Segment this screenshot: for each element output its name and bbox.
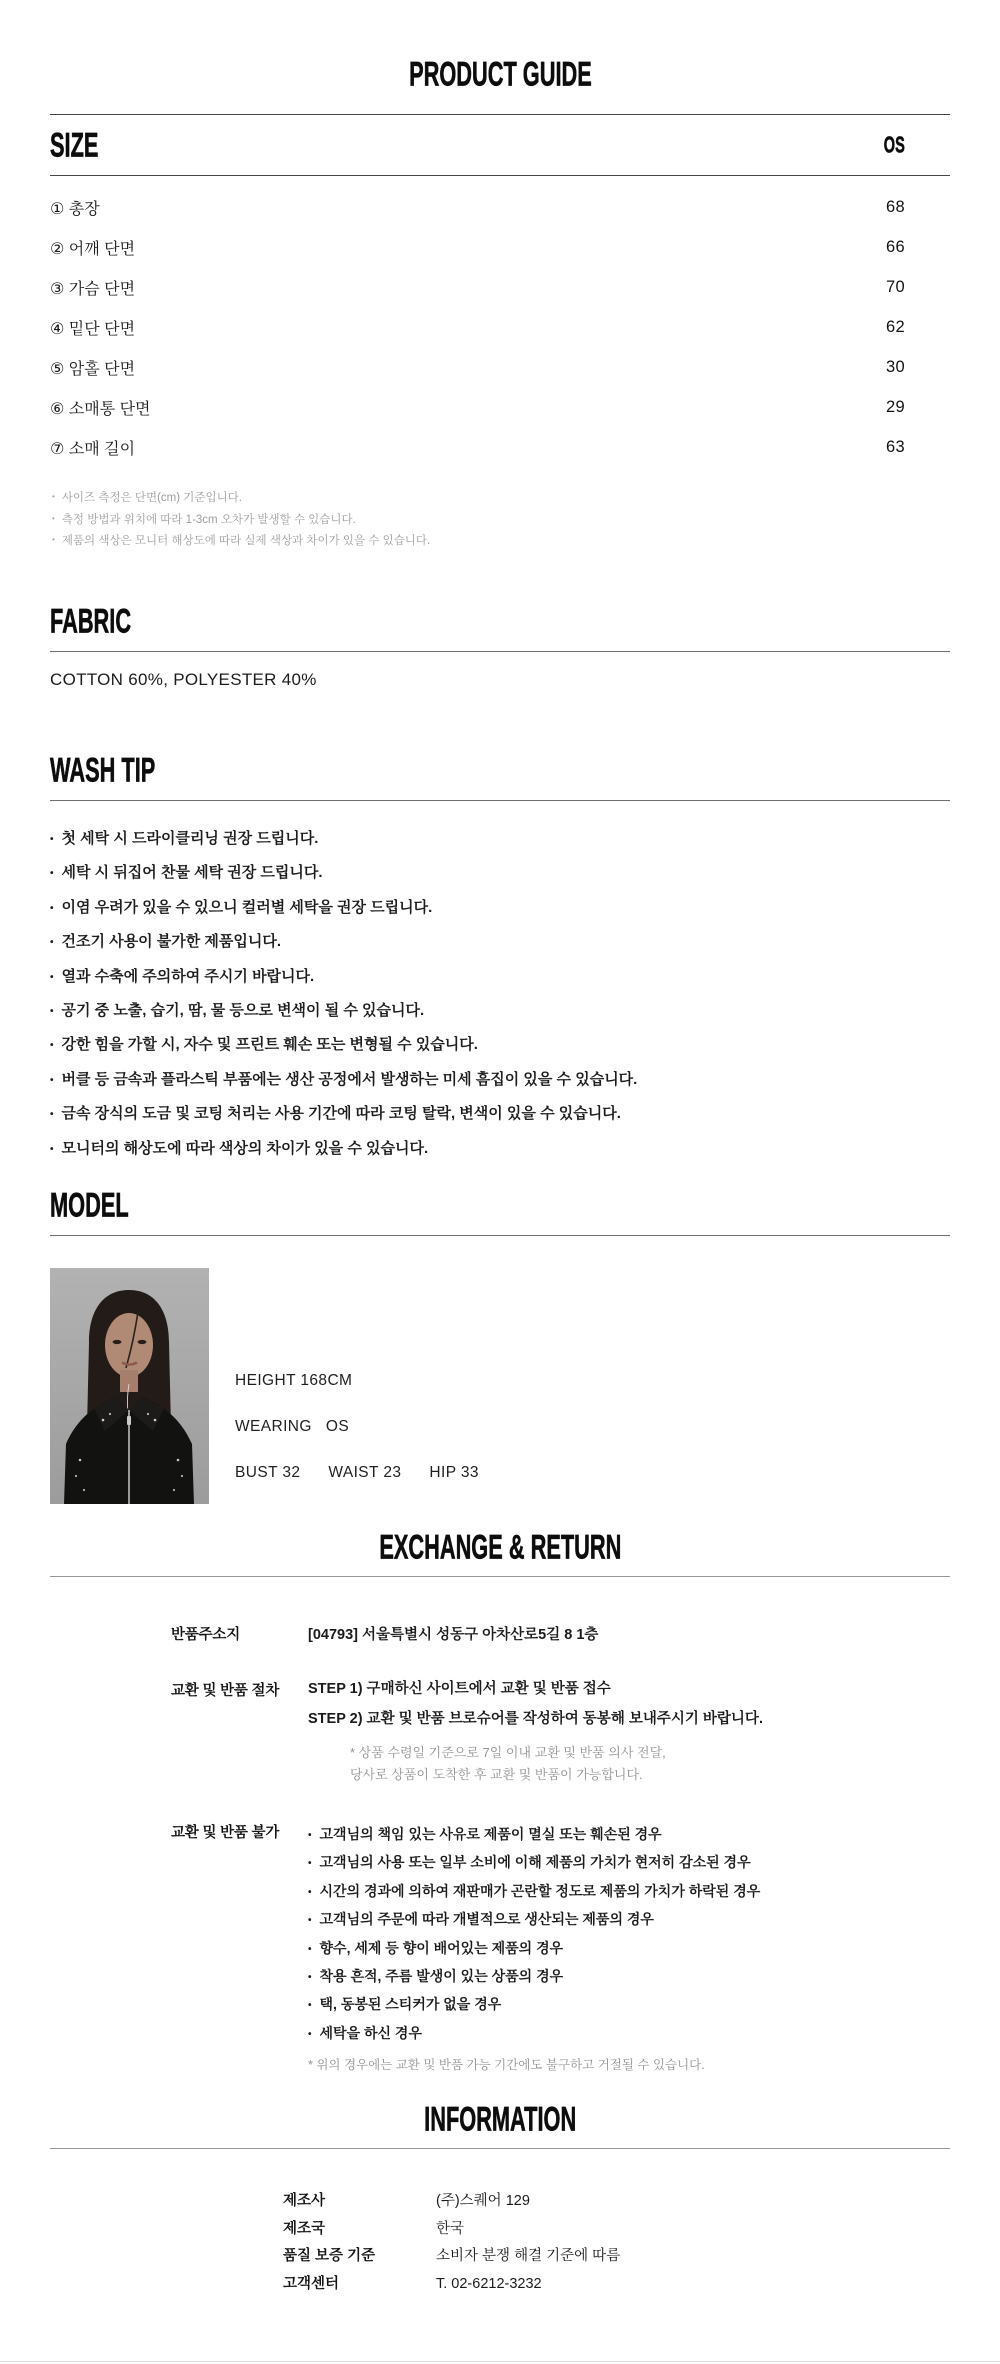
fabric-section	[50, 601, 950, 690]
model-wearing	[235, 1418, 479, 1436]
restriction-item: • 시간의 경과에 의하여 재판매가 곤란할 정도로 제품의 가치가 하락된 경우	[308, 1878, 950, 1906]
return-address-value: [04793] 서울특별시 성동구 아차산로5길 8 1층	[308, 1627, 599, 1643]
size-row-value: 68	[886, 197, 905, 216]
restriction-item: • 고객님의 책임 있는 사유로 제품이 멸실 또는 훼손된 경우	[308, 1821, 950, 1849]
info-row-value: (주)스퀘어 129	[436, 2193, 530, 2209]
restriction-row	[50, 1821, 950, 2073]
info-row	[50, 2247, 950, 2265]
procedure-note: * 상품 수령일 기준으로 7일 이내 교환 및 반품 의사 전달,	[350, 1745, 666, 1760]
size-row-label: ② 어깨 단면	[50, 240, 136, 258]
wash-tip-item: • 열과 수축에 주의하여 주시기 바랍니다.	[50, 960, 950, 994]
wash-tip-section	[50, 750, 950, 1166]
size-row-value: 30	[886, 357, 905, 376]
size-row	[50, 227, 950, 267]
return-address-row	[50, 1623, 950, 1644]
size-row-value: 63	[886, 437, 905, 456]
wash-tip-item: • 버클 등 금속과 플라스틱 부품에는 생산 공정에서 발생하는 미세 흠집이 있을 수 있습니다.	[50, 1063, 950, 1097]
restriction-note: * 위의 경우에는 교환 및 반품 가능 기간에도 불구하고 거절될 수 있습니다.	[308, 2058, 705, 2073]
size-row	[50, 347, 950, 387]
info-row	[50, 2275, 950, 2293]
size-row-label: ① 총장	[50, 200, 100, 218]
size-row-value: 66	[886, 237, 905, 256]
size-row	[50, 187, 950, 227]
info-row-label: 품질 보증 기준	[283, 2248, 376, 2264]
size-note: • 측정 방법과 위치에 따라 1-3cm 오차가 발생할 수 있습니다.	[52, 509, 430, 531]
model-wearing-label: WEARING	[235, 1418, 312, 1435]
info-row-value: T. 02-6212-3232	[436, 2275, 542, 2292]
size-table-body	[50, 176, 950, 467]
exchange-rule	[50, 1576, 950, 1577]
fabric-composition: COTTON 60%, POLYESTER 40%	[50, 670, 317, 689]
page-bottom-divider	[0, 2361, 1000, 2362]
size-row	[50, 267, 950, 307]
information-rule	[50, 2148, 950, 2149]
wash-tip-item: • 건조기 사용이 불가한 제품입니다.	[50, 925, 950, 959]
info-row-value: 한국	[436, 2220, 465, 2237]
fabric-heading: FABRIC	[50, 601, 132, 640]
model-measurements	[235, 1464, 479, 1482]
size-row-label: ④ 밑단 단면	[50, 320, 136, 338]
size-row-label: ⑥ 소매통 단면	[50, 400, 151, 418]
size-note: • 사이즈 측정은 단면(cm) 기준입니다.	[52, 487, 430, 509]
size-row	[50, 427, 950, 467]
info-row-label: 제조국	[283, 2220, 326, 2237]
page-title: PRODUCT GUIDE	[408, 54, 592, 93]
size-row-label: ③ 가슴 단면	[50, 280, 136, 298]
wash-tip-item: • 첫 세탁 시 드라이클리닝 권장 드립니다.	[50, 822, 950, 856]
exchange-return-section	[50, 1528, 950, 2073]
size-row	[50, 387, 950, 427]
restriction-item: • 향수, 세제 등 향이 배어있는 제품의 경우	[308, 1935, 950, 1963]
size-row-value: 29	[886, 397, 905, 416]
size-table-header	[50, 114, 950, 176]
model-height: HEIGHT 168CM	[235, 1372, 353, 1389]
size-column-header: OS	[884, 131, 905, 158]
model-hip: HIP 33	[429, 1464, 479, 1481]
wash-tip-item: • 강한 힘을 가할 시, 자수 및 프린트 훼손 또는 변형될 수 있습니다.	[50, 1028, 950, 1062]
wash-heading: WASH TIP	[50, 750, 156, 789]
size-heading: SIZE	[50, 125, 99, 164]
info-row-label: 고객센터	[283, 2275, 340, 2292]
info-row-value: 소비자 분쟁 해결 기준에 따름	[436, 2248, 621, 2264]
procedure-notes	[350, 1742, 950, 1786]
model-bust: BUST 32	[235, 1464, 301, 1481]
model-heading: MODEL	[50, 1185, 129, 1224]
model-photo	[50, 1268, 209, 1504]
size-note: • 제품의 색상은 모니터 해상도에 따라 실제 색상과 차이가 있을 수 있습니다.	[52, 530, 430, 552]
fabric-heading-rule	[50, 601, 950, 652]
restriction-label: 교환 및 반품 불가	[171, 1825, 280, 1841]
wash-tip-item: • 모니터의 해상도에 따라 색상의 차이가 있을 수 있습니다.	[50, 1132, 950, 1166]
size-row	[50, 307, 950, 347]
page-title-wrap	[0, 55, 1000, 93]
model-heading-rule	[50, 1185, 950, 1236]
info-row	[50, 2192, 950, 2210]
information-table	[50, 2192, 950, 2293]
exchange-heading: EXCHANGE & RETURN	[378, 1527, 622, 1566]
restriction-item: • 착용 흔적, 주름 발생이 있는 상품의 경우	[308, 1963, 950, 1991]
size-row-label: ⑤ 암홀 단면	[50, 360, 136, 378]
info-row-label: 제조사	[283, 2193, 326, 2209]
restriction-item: • 고객님의 주문에 따라 개별적으로 생산되는 제품의 경우	[308, 1906, 950, 1934]
procedure-step: STEP 1) 구매하신 사이트에서 교환 및 반품 접수	[308, 1681, 611, 1697]
procedure-note: 당사로 상품이 도착한 후 교환 및 반품이 가능합니다.	[350, 1767, 643, 1782]
wash-tip-item: • 공기 중 노출, 습기, 땀, 물 등으로 변색이 될 수 있습니다.	[50, 994, 950, 1028]
restriction-list	[308, 1821, 950, 2048]
size-notes	[52, 487, 430, 552]
procedure-row	[50, 1679, 950, 1786]
size-row-value: 62	[886, 317, 905, 336]
model-body	[50, 1268, 950, 1504]
size-row-label: ⑦ 소매 길이	[50, 440, 136, 458]
model-section	[50, 1185, 950, 1504]
wash-tip-list	[50, 822, 950, 1166]
wash-tip-item: • 세탁 시 뒤집어 찬물 세탁 권장 드립니다.	[50, 856, 950, 890]
restriction-content	[308, 1821, 950, 2073]
wash-heading-rule	[50, 750, 950, 801]
size-row-value: 70	[886, 277, 905, 296]
model-info	[235, 1268, 479, 1482]
wash-tip-item: • 금속 장식의 도금 및 코팅 처리는 사용 기간에 따라 코팅 탈락, 변색이 있을 수 있습니다.	[50, 1097, 950, 1131]
procedure-content	[308, 1679, 950, 1786]
restriction-item: • 세탁을 하신 경우	[308, 2020, 950, 2048]
information-heading: INFORMATION	[423, 2099, 577, 2138]
information-section	[50, 2100, 950, 2302]
size-section	[50, 114, 950, 467]
wash-tip-item: • 이염 우려가 있을 수 있으니 컬러별 세탁을 권장 드립니다.	[50, 891, 950, 925]
model-waist: WAIST 23	[328, 1464, 402, 1481]
procedure-label: 교환 및 반품 절차	[171, 1683, 280, 1699]
exchange-table	[50, 1623, 950, 2073]
model-wearing-value: OS	[325, 1418, 350, 1435]
info-row	[50, 2220, 950, 2238]
restriction-item: • 택, 동봉된 스티커가 없을 경우	[308, 1991, 950, 2019]
procedure-step: STEP 2) 교환 및 반품 브로슈어를 작성하여 동봉해 보내주시기 바랍니다.	[308, 1711, 763, 1727]
restriction-item: • 고객님의 사용 또는 일부 소비에 이해 제품의 가치가 현저히 감소된 경우	[308, 1849, 950, 1877]
return-address-label: 반품주소지	[171, 1627, 241, 1643]
